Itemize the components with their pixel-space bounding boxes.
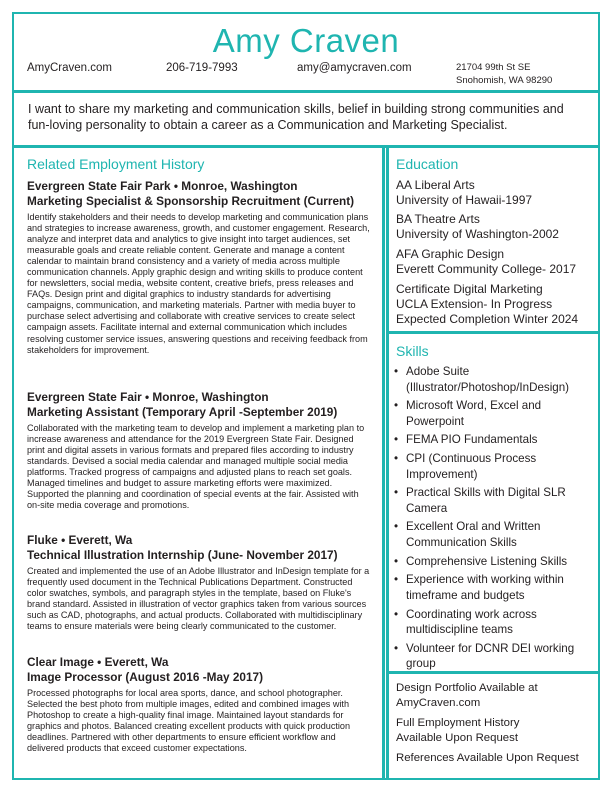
- degree: Certificate Digital Marketing: [396, 282, 543, 296]
- website-link[interactable]: AmyCraven.com: [27, 62, 112, 74]
- employment-history-note: [396, 716, 596, 746]
- header-divider: [14, 90, 598, 93]
- degree: AA Liberal Arts: [396, 178, 475, 192]
- job-role: Marketing Specialist & Sponsorship Recruitment (Current): [27, 193, 355, 208]
- column-divider-right: [386, 145, 389, 780]
- institution: Everett Community College- 2017: [396, 262, 577, 276]
- job-role: Image Processor (August 2016 -May 2017): [27, 669, 264, 684]
- education-entry: [396, 282, 596, 327]
- email-link[interactable]: amy@amycraven.com: [297, 62, 412, 74]
- education-section-title: Education: [396, 156, 459, 172]
- address-line-1: 21704 99th St SE: [456, 62, 531, 73]
- education-skills-divider: [388, 331, 598, 334]
- skill-item: • Adobe Suite (Illustrator/Photoshop/InDesign): [394, 364, 590, 395]
- skill-item: • Experience with working within timeframe and budgets: [394, 572, 590, 603]
- job-entry: [27, 390, 372, 511]
- degree: BA Theatre Arts: [396, 212, 480, 226]
- skill-item: • Coordinating work across multidiscipline teams: [394, 607, 590, 638]
- column-divider-left: [382, 145, 385, 780]
- skill-item: • FEMA PIO Fundamentals: [394, 432, 590, 448]
- skill-item: • Volunteer for DCNR DEI working group: [394, 641, 590, 672]
- job-role: Marketing Assistant (Temporary April -September 2019): [27, 404, 338, 419]
- skills-list: [394, 364, 590, 675]
- job-entry: [27, 655, 372, 754]
- portfolio-note: [396, 681, 596, 711]
- employment-history-line-2: Available Upon Request: [396, 732, 519, 744]
- job-description: Identify stakeholders and their needs to develop marketing and communication plans and strategies to increase awareness, growth, and customer engagement. Research, analyze and interpret data and analytics to give insight into target audiences, set measurable goals and create reliable content. Generate and manage a content calendar to maintain brand consistency and a variety of media across multiple communication channels. Apply graphic design and writing skills to produce content for newsletters, social media, website content, creative briefs, press releases and FAQs. Design print and digital graphics to industry standards for advertising campaigns, communication, and marketing materials. Partner with media buyer to purchase select advertising and collaborate with creative services to create select campaign assets. Facilitate internal and external communication which includes resolving customer service issues, answering questions and receiving feedback from stakeholders for improvement.: [27, 212, 370, 355]
- job-employer: Evergreen State Fair Park • Monroe, Washington: [27, 179, 298, 193]
- institution: University of Hawaii-1997: [396, 193, 533, 207]
- phone-number: 206-719-7993: [166, 62, 238, 74]
- applicant-name: Amy Craven: [212, 22, 400, 59]
- education-entry: [396, 247, 596, 277]
- mailing-address: [456, 62, 552, 87]
- institution: University of Washington-2002: [396, 227, 559, 241]
- job-entry: [27, 179, 372, 356]
- skill-item: • Microsoft Word, Excel and Powerpoint: [394, 398, 590, 429]
- job-role: Technical Illustration Internship (June- November 2017): [27, 547, 338, 562]
- job-entry: [27, 533, 372, 632]
- employment-section-title: Related Employment History: [27, 156, 205, 172]
- job-description: Created and implemented the use of an Adobe Illustrator and InDesign template for a frequently used document in the Technical Publications Department. Constructed color swatches, symbols, and paragraph styles in the template, based on Fluke's brand standard. Assisted in illustration of vector graphics taken from various sources such as CAD, photographs, and actual products. Collaborated with multidisciplinary teams to ensure materials were being clearly communicated to the customer.: [27, 566, 370, 632]
- skill-item: • CPI (Continuous Process Improvement): [394, 451, 590, 482]
- portfolio-label: Design Portfolio Available at: [396, 682, 538, 694]
- degree: AFA Graphic Design: [396, 247, 505, 261]
- job-description: Processed photographs for local area sports, dance, and school photographer. Selected the best photo from multiple images, edited and combined images with Photoshop to create a high-quality final image. Maintained layout standards for graphics and photos. Balanced creating excellent products with quick production deadlines. Partnered with other departments to ensure efficient workflow and delivered products that exceed customer expectations.: [27, 688, 351, 754]
- education-entry: [396, 178, 596, 208]
- address-line-2: Snohomish, WA 98290: [456, 74, 553, 86]
- job-employer: Evergreen State Fair • Monroe, Washington: [27, 390, 269, 404]
- portfolio-link[interactable]: AmyCraven.com: [396, 697, 481, 709]
- skill-item: • Practical Skills with Digital SLR Camera: [394, 485, 590, 516]
- skill-item: • Excellent Oral and Written Communication Skills: [394, 519, 590, 550]
- institution: UCLA Extension- In Progress: [396, 297, 553, 311]
- job-employer: Fluke • Everett, Wa: [27, 533, 133, 547]
- education-entry: [396, 212, 596, 242]
- job-employer: Clear Image • Everett, Wa: [27, 655, 169, 669]
- skill-item: • Comprehensive Listening Skills: [394, 554, 590, 570]
- summary-divider: [14, 145, 598, 148]
- career-summary: I want to share my marketing and communication skills, belief in building strong communities and fun-loving personality to obtain a career as a Communication and Marketing Specialist.: [28, 102, 564, 132]
- references-note: References Available Upon Request: [396, 752, 579, 764]
- skills-section-title: Skills: [396, 343, 429, 359]
- completion-note: Expected Completion Winter 2024: [396, 312, 579, 326]
- employment-history-line-1: Full Employment History: [396, 717, 520, 729]
- job-description: Collaborated with the marketing team to develop and implement a marketing plan to increase awareness and attendance for the 2019 Evergreen State Fair. Designed print and digital assets in various formats and prepared files according to industry standards. Devised a social media calendar and managed multiple social media platforms. Tracked progress of campaigns and adjusted plans to reach set goals. Managed timelines and budget to assure marketing efforts were maximized. Supported the planning and coordination of special events at the fair. Assisted with on-site media coverage and promotions.: [27, 423, 365, 511]
